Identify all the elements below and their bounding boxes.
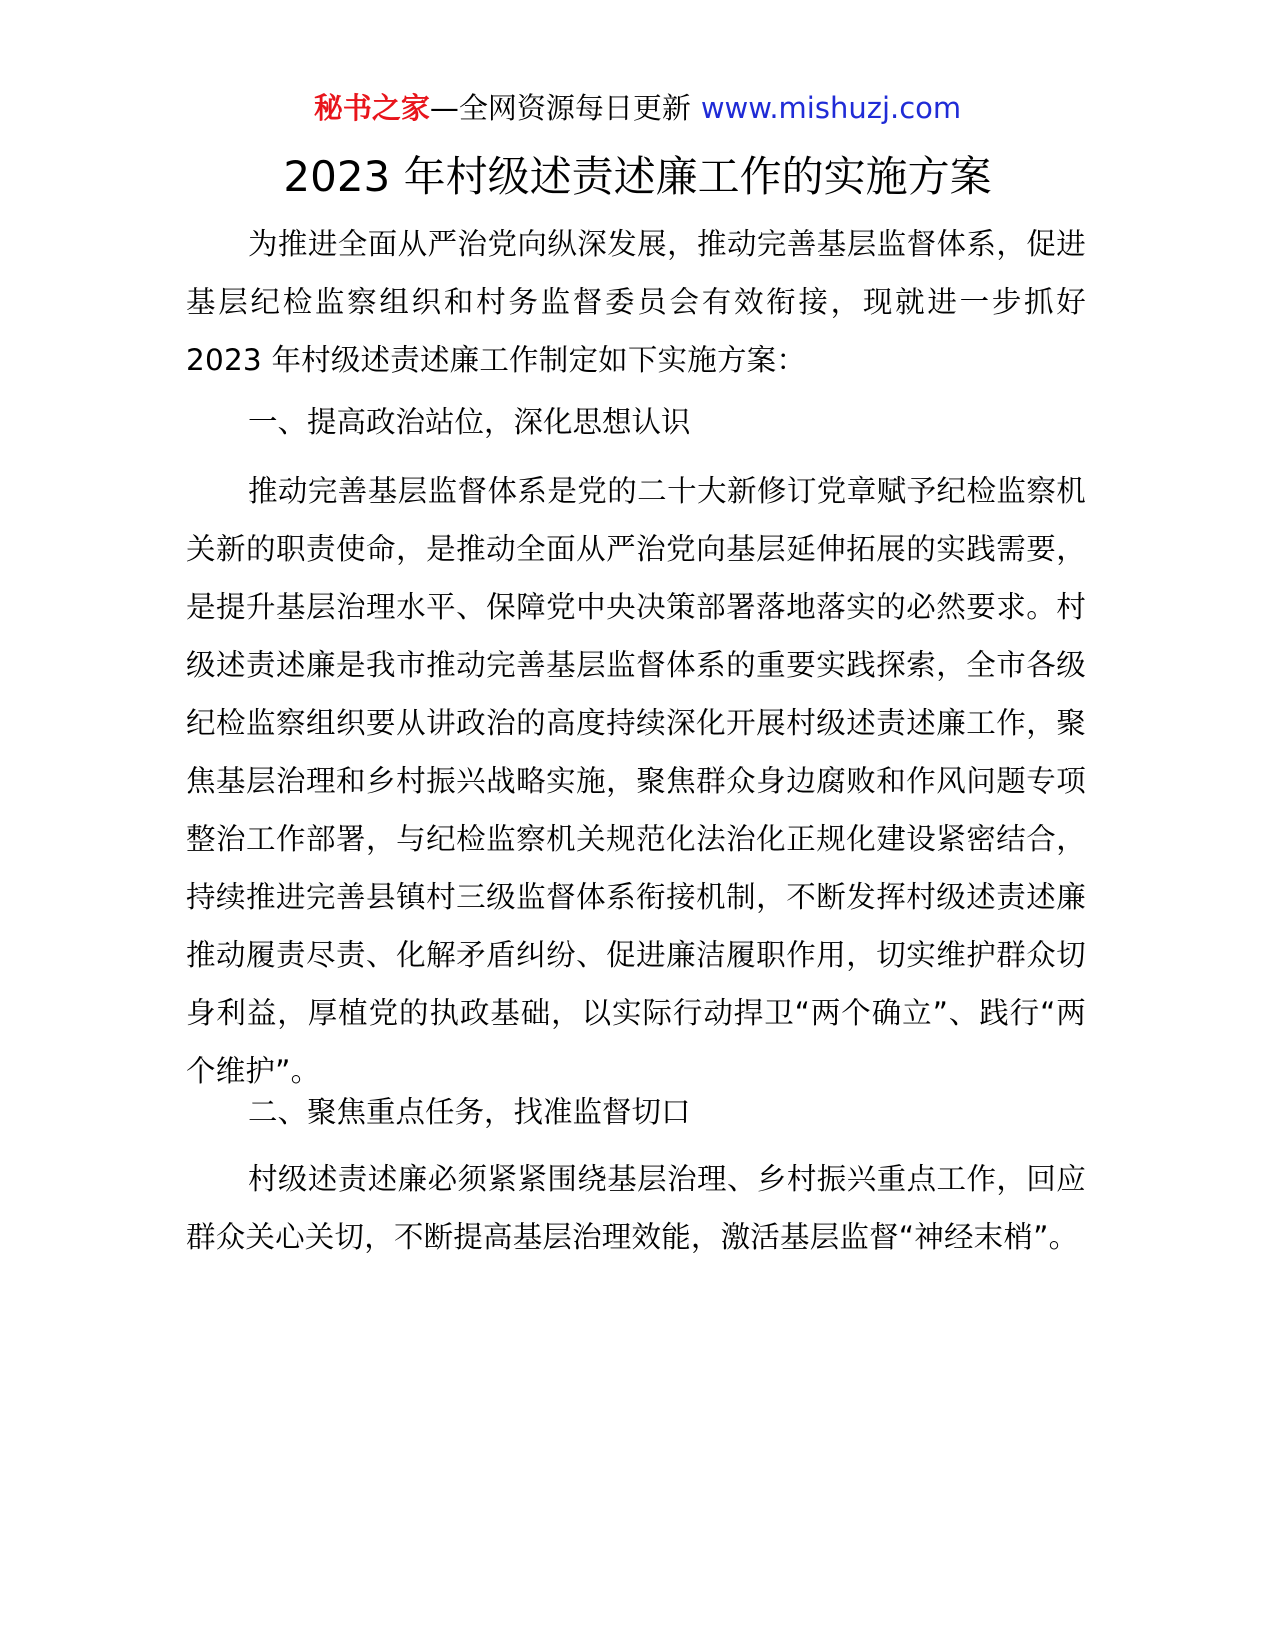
section-2-block	[186, 1083, 1086, 1141]
section-2-body-block	[186, 1150, 1086, 1266]
intro-paragraph: 为推进全面从严治党向纵深发展，推动完善基层监督体系，促进基层纪检监察组织和村务监督委员会有效衔接，现就进一步抓好 2023 年村级述责述廉工作制定如下实施方案：	[186, 227, 1086, 377]
header-slogan: —全网资源每日更新	[429, 91, 691, 125]
section-1-heading: 一、提高政治站位，深化思想认识	[248, 405, 691, 439]
document-title: 2023 年村级述责述廉工作的实施方案	[283, 152, 992, 201]
brand-name: 秘书之家	[313, 91, 430, 125]
section-2-paragraph: 村级述责述廉必须紧紧围绕基层治理、乡村振兴重点工作，回应群众关心关切，不断提高基层治理效能，激活基层监督“神经末梢”。	[186, 1162, 1086, 1254]
site-url-link[interactable]: www.mishuzj.com	[700, 91, 962, 125]
section-1-body-block	[186, 462, 1086, 1100]
section-1-block	[186, 393, 1086, 451]
intro-block	[186, 215, 1086, 389]
site-header	[0, 88, 1275, 128]
section-1-paragraph: 推动完善基层监督体系是党的二十大新修订党章赋予纪检监察机关新的职责使命，是推动全面从严治党向基层延伸拓展的实践需要，是提升基层治理水平、保障党中央决策部署落地落实的必然要求。村级述责述廉是我市推动完善基层监督体系的重要实践探索，全市各级纪检监察组织要从讲政治的高度持续深化开展村级述责述廉工作，聚焦基层治理和乡村振兴战略实施，聚焦群众身边腐败和作风问题专项整治工作部署，与纪检监察机关规范化法治化正规化建设紧密结合，持续推进完善县镇村三级监督体系衔接机制，不断发挥村级述责述廉推动履责尽责、化解矛盾纠纷、促进廉洁履职作用，切实维护群众切身利益，厚植党的执政基础，以实际行动捍卫“两个确立”、践行“两个维护”。	[186, 474, 1086, 1088]
section-2-heading: 二、聚焦重点任务，找准监督切口	[248, 1095, 691, 1129]
